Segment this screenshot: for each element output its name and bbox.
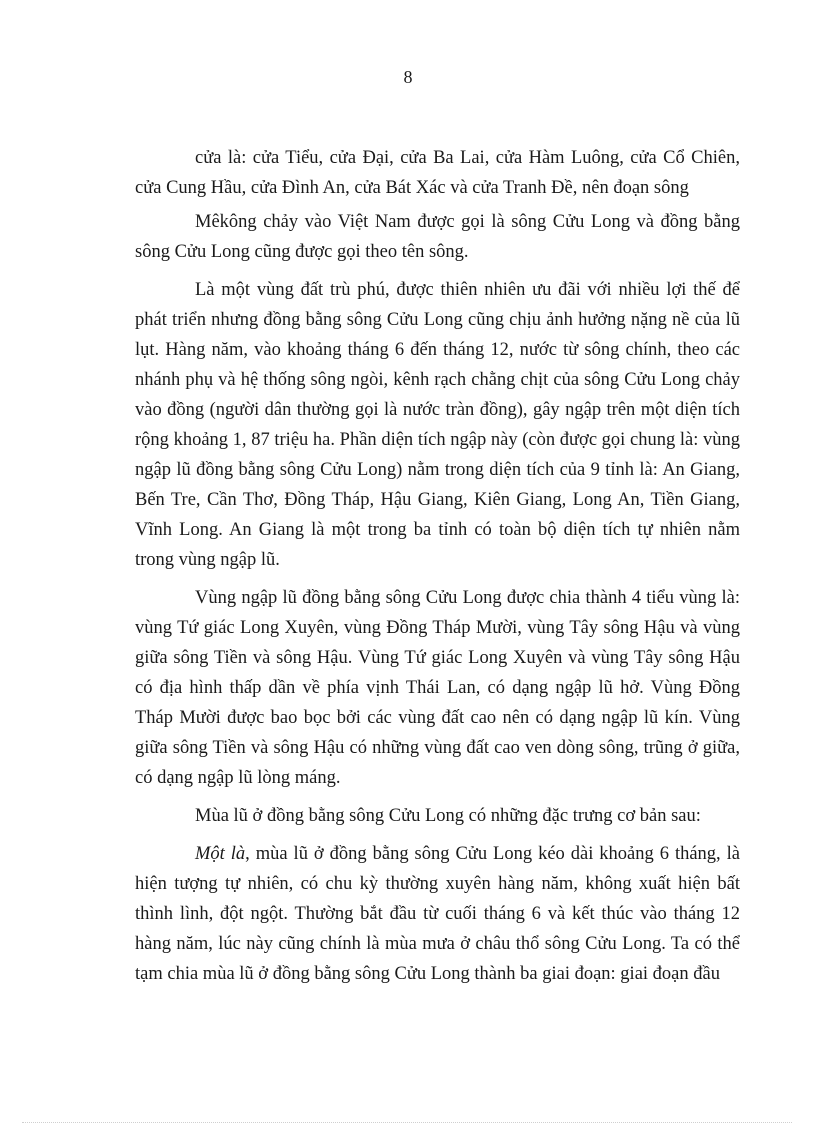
paragraph-4: Vùng ngập lũ đồng bằng sông Cửu Long được chia thành 4 tiểu vùng là: vùng Tứ giác Long Xuyên, vùng Đồng Tháp Mười, vùng Tây sông Hậu và vùng giữa sông Tiền và sông Hậu. Vùng Tứ giác Long Xuyên và vùng Tây sông Hậu có địa hình thấp dần về phía vịnh Thái Lan, có dạng ngập lũ hở. Vùng Đồng Tháp Mười được bao bọc bởi các vùng đất cao nên có dạng ngập lũ kín. Vùng giữa sông Tiền và sông Hậu có những vùng đất cao ven dòng sông, trũng ở giữa, có dạng ngập lũ lòng máng.	[135, 588, 740, 788]
paragraph-6-lead: Một là	[195, 844, 246, 864]
paragraph-5: Mùa lũ ở đồng bằng sông Cửu Long có những đặc trưng cơ bản sau:	[195, 806, 701, 826]
paragraph-3: Là một vùng đất trù phú, được thiên nhiên ưu đãi với nhiều lợi thế để phát triển nhưng đồng bằng sông Cửu Long cũng chịu ảnh hưởng nặng nề của lũ lụt. Hàng năm, vào khoảng tháng 6 đến tháng 12, nước từ sông chính, theo các nhánh phụ và hệ thống sông ngòi, kênh rạch chằng chịt của sông Cửu Long chảy vào đồng (người dân thường gọi là nước tràn đồng), gây ngập trên một diện tích rộng khoảng 1, 87 triệu ha. Phần diện tích ngập này (còn được gọi chung là: vùng ngập lũ đồng bằng sông Cửu Long) nằm trong diện tích của 9 tỉnh là: An Giang, Bến Tre, Cần Thơ, Đồng Tháp, Hậu Giang, Kiên Giang, Long An, Tiền Giang, Vĩnh Long. An Giang là một trong ba tỉnh có toàn bộ diện tích tự nhiên nằm trong vùng ngập lũ.	[135, 280, 740, 570]
paragraph-2: Mêkông chảy vào Việt Nam được gọi là sông Cửu Long và đồng bằng sông Cửu Long cũng được gọi theo tên sông.	[135, 212, 740, 262]
paragraph-6	[135, 839, 740, 989]
document-body	[135, 143, 740, 997]
page-number: 8	[403, 67, 413, 87]
paragraph-1: cửa là: cửa Tiểu, cửa Đại, cửa Ba Lai, cửa Hàm Luông, cửa Cổ Chiên, cửa Cung Hầu, cửa Đình An, cửa Bát Xác và cửa Tranh Đề, nên đoạn sông	[135, 148, 740, 198]
paragraph-6-text: , mùa lũ ở đồng bằng sông Cửu Long kéo dài khoảng 6 tháng, là hiện tượng tự nhiên, có chu kỳ thường xuyên hàng năm, không xuất hiện bất thình lình, đột ngột. Thường bắt đầu từ cuối tháng 6 và kết thúc vào tháng 12 hàng năm, lúc này cũng chính là mùa mưa ở châu thổ sông Cửu Long. Ta có thể tạm chia mùa lũ ở đồng bằng sông Cửu Long thành ba giai đoạn: giai đoạn đầu	[135, 844, 740, 984]
